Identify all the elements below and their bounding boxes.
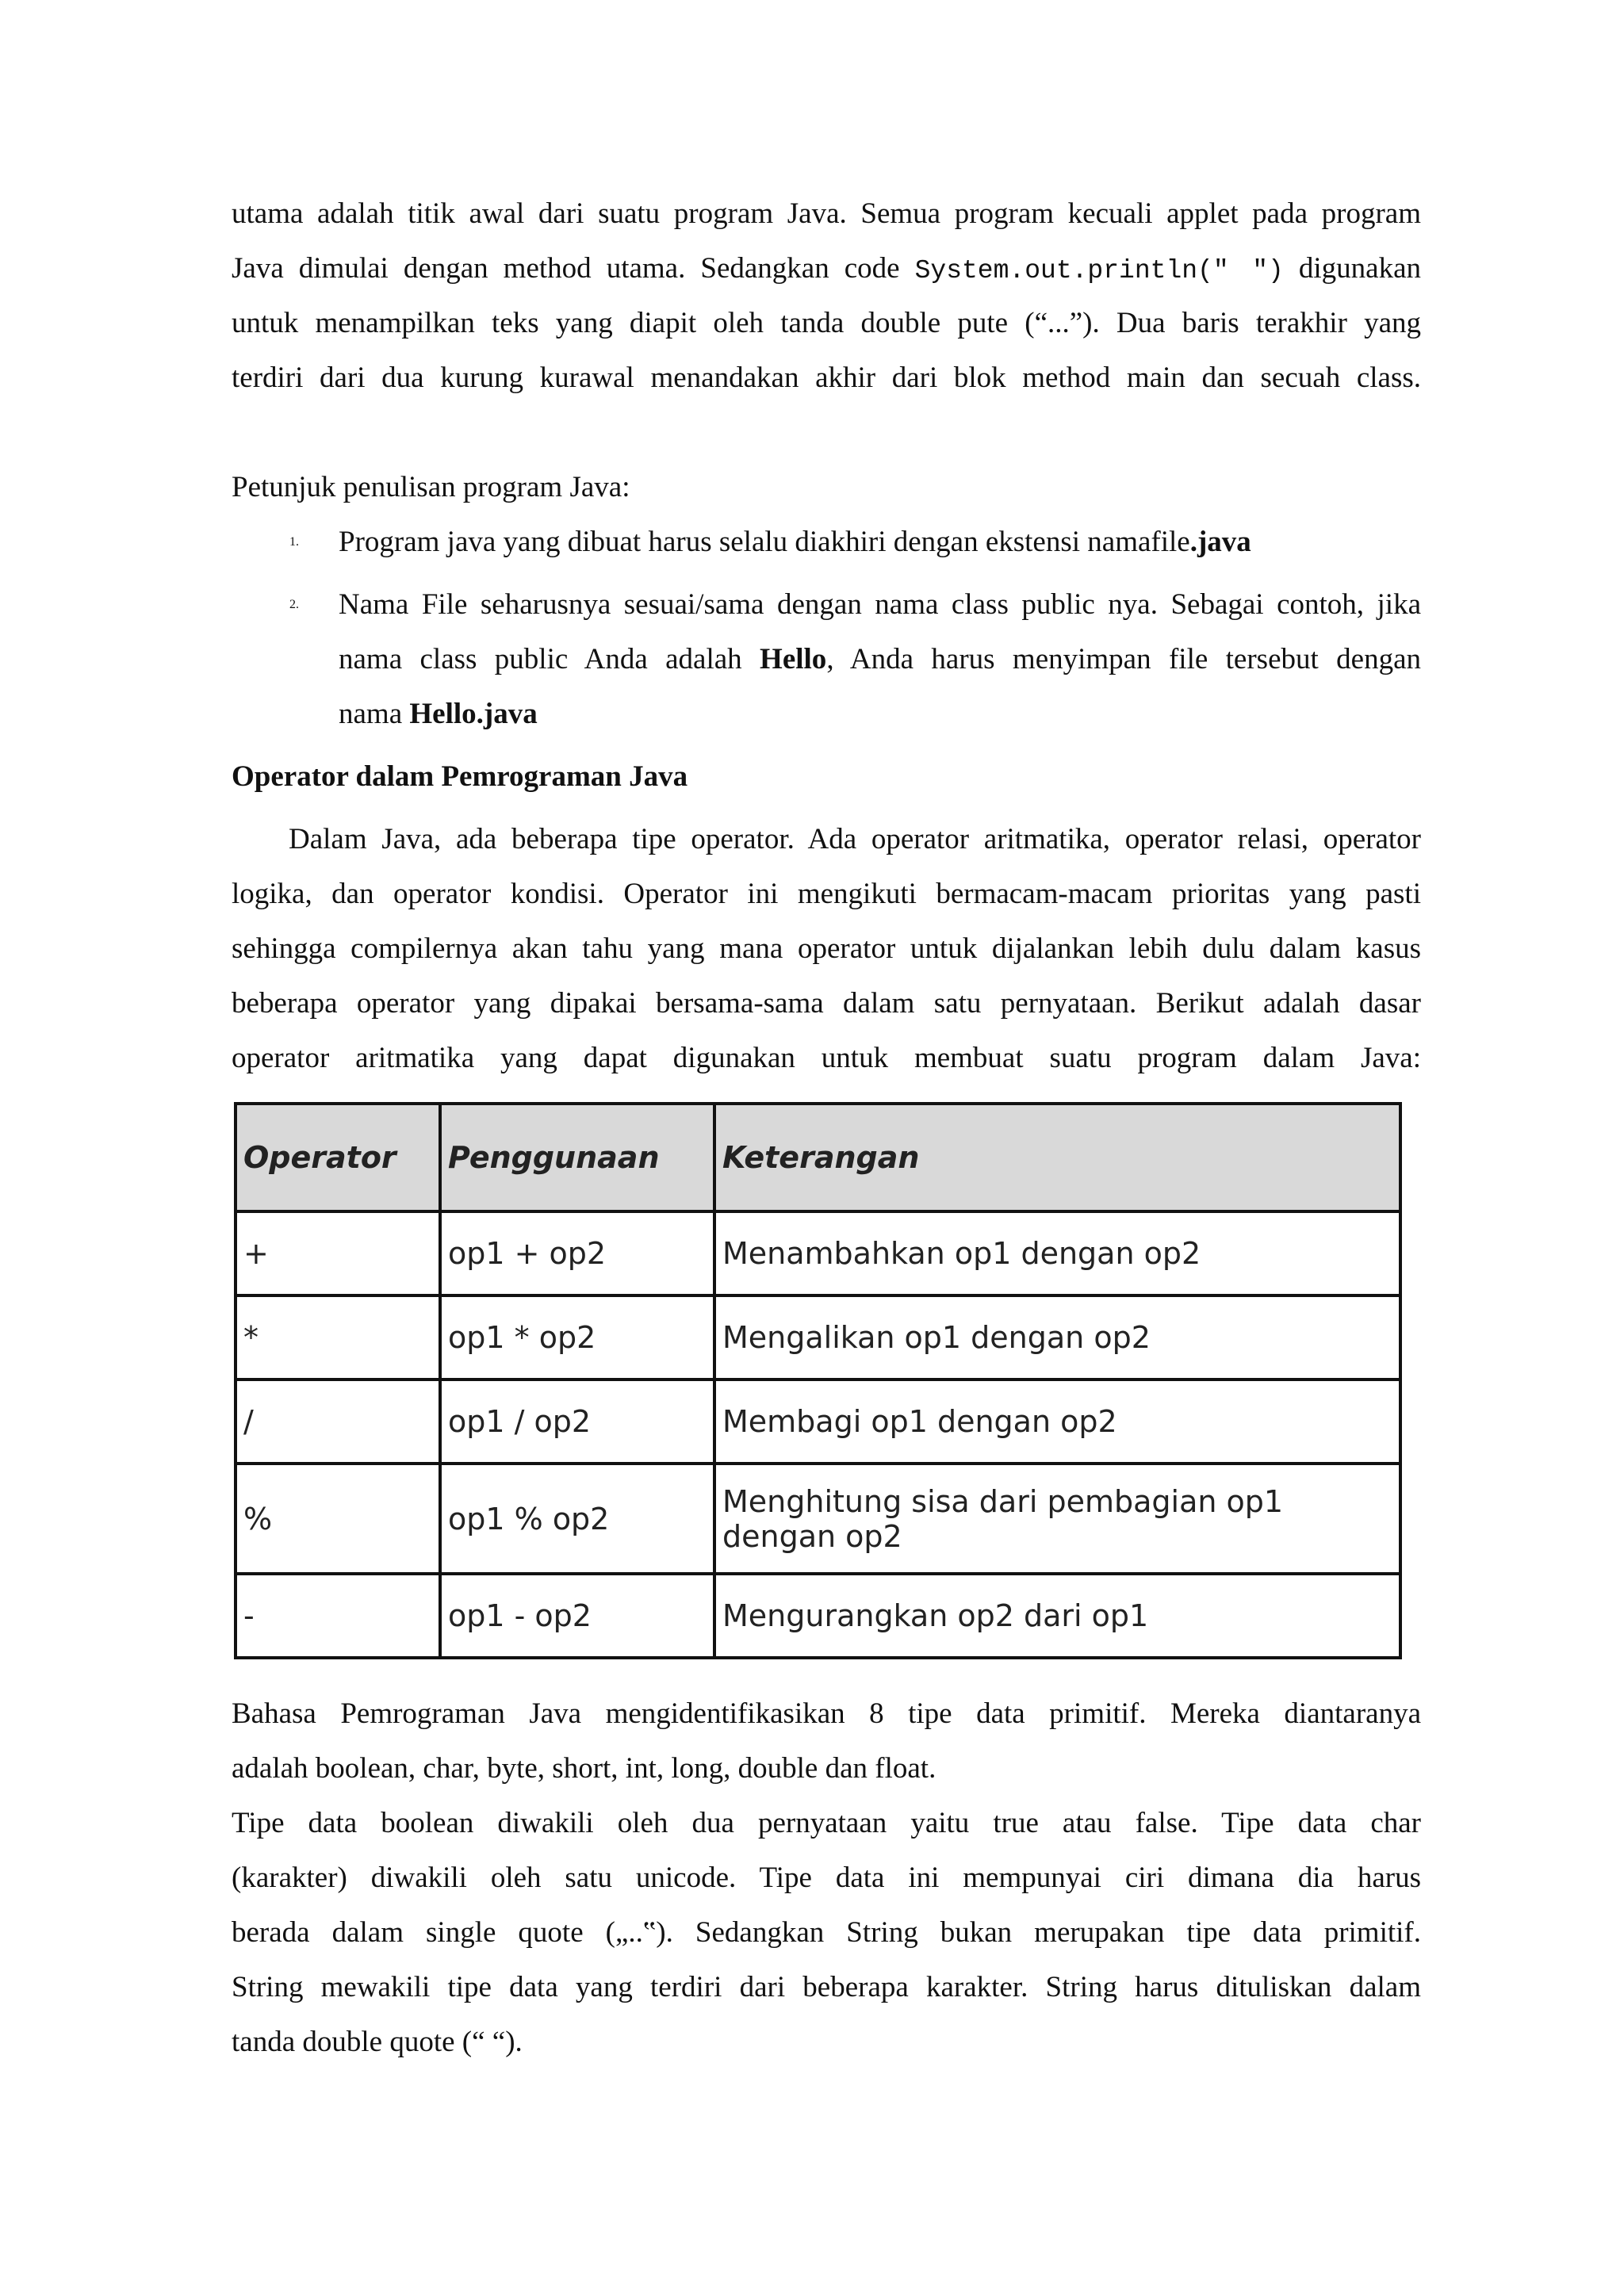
inline-code: System.out.println(" ") — [914, 256, 1284, 285]
table-cell: - — [236, 1574, 440, 1658]
paragraph-main-method — [232, 186, 1421, 405]
text-line: Tipe data boolean diwakili oleh dua pernyataan yaitu true atau false. Tipe data char — [232, 1807, 1421, 1839]
column-header: Keterangan — [714, 1104, 1400, 1211]
list-number: 2. — [289, 598, 299, 611]
bold-text: .java — [1189, 526, 1251, 558]
table-header-row — [236, 1104, 1400, 1211]
text-line: Dalam Java, ada beberapa tipe operator. Ada operator aritmatika, operator relasi, operator — [289, 823, 1421, 855]
table-cell: op1 * op2 — [440, 1295, 714, 1380]
table-cell: op1 / op2 — [440, 1380, 714, 1464]
text-line: (karakter) diwakili oleh satu unicode. Tipe data ini mempunyai ciri dimana dia harus — [232, 1862, 1421, 1894]
bold-text: Hello — [760, 643, 827, 675]
paragraph-operators — [232, 812, 1421, 1085]
text-line: terdiri dari dua kurung kurawal menandakan akhir dari blok method main dan secuah class. — [232, 362, 1421, 394]
guide-title: Petunjuk penulisan program Java: — [232, 471, 630, 503]
text-line: String mewakili tipe data yang terdiri dari beberapa karakter. String harus dituliskan dalam — [232, 1971, 1421, 2003]
text-line: tanda double quote (“ “). — [232, 2026, 523, 2058]
table-row — [236, 1574, 1400, 1658]
paragraph-data-types — [232, 1686, 1421, 2069]
text-line: nama Hello.java — [339, 698, 538, 730]
text-line: Java dimulai dengan method utama. Sedangkan code System.out.println(" ") digunakan — [232, 252, 1421, 285]
table-cell: % — [236, 1464, 440, 1574]
text-line: Program java yang dibuat harus selalu diakhiri dengan ekstensi namafile.java — [339, 526, 1251, 558]
text-line: logika, dan operator kondisi. Operator ini mengikuti bermacam-macam prioritas yang pasti — [232, 878, 1421, 910]
table-cell: op1 + op2 — [440, 1211, 714, 1295]
text-line: nama class public Anda adalah Hello, Anda harus menyimpan file tersebut dengan — [339, 643, 1421, 675]
table-row — [236, 1295, 1400, 1380]
column-header: Operator — [236, 1104, 440, 1211]
text-line: utama adalah titik awal dari suatu program Java. Semua program kecuali applet pada program — [232, 197, 1421, 230]
text-line: sehingga compilernya akan tahu yang mana operator untuk dijalankan lebih dulu dalam kasus — [232, 932, 1421, 965]
text-line: Nama File seharusnya sesuai/sama dengan nama class public nya. Sebagai contoh, jika — [339, 588, 1421, 621]
table-cell: Membagi op1 dengan op2 — [714, 1380, 1400, 1464]
table-cell: op1 - op2 — [440, 1574, 714, 1658]
text-line: untuk menampilkan teks yang diapit oleh tanda double pute (“...”). Dua baris terakhir yang — [232, 307, 1421, 339]
text-line: operator aritmatika yang dapat digunakan untuk membuat suatu program dalam Java: — [232, 1042, 1421, 1074]
table-cell: Mengalikan op1 dengan op2 — [714, 1295, 1400, 1380]
document-page — [232, 186, 1421, 1085]
table-cell: + — [236, 1211, 440, 1295]
list-item — [289, 577, 1421, 741]
text-line: Bahasa Pemrograman Java mengidentifikasikan 8 tipe data primitif. Mereka diantaranya — [232, 1697, 1421, 1730]
text-line: adalah boolean, char, byte, short, int, long, double dan float. — [232, 1752, 936, 1785]
bold-text: Hello.java — [409, 698, 538, 730]
column-header: Penggunaan — [440, 1104, 714, 1211]
table-row — [236, 1464, 1400, 1574]
operator-table — [234, 1102, 1402, 1659]
table-cell: * — [236, 1295, 440, 1380]
table-cell: Mengurangkan op2 dari op1 — [714, 1574, 1400, 1658]
section-heading: Operator dalam Pemrograman Java — [232, 760, 688, 793]
guide-list — [289, 515, 1421, 741]
text-line: beberapa operator yang dipakai bersama-sama dalam satu pernyataan. Berikut adalah dasar — [232, 987, 1421, 1020]
table-cell: op1 % op2 — [440, 1464, 714, 1574]
table-cell: / — [236, 1380, 440, 1464]
text-line: berada dalam single quote („..‟). Sedangkan String bukan merupakan tipe data primitif. — [232, 1916, 1421, 1949]
table-row — [236, 1380, 1400, 1464]
table-cell: Menambahkan op1 dengan op2 — [714, 1211, 1400, 1295]
table-row — [236, 1211, 1400, 1295]
list-number: 1. — [289, 535, 299, 549]
list-item — [289, 515, 1421, 569]
table-cell: Menghitung sisa dari pembagian op1 dengan op2 — [714, 1464, 1400, 1574]
